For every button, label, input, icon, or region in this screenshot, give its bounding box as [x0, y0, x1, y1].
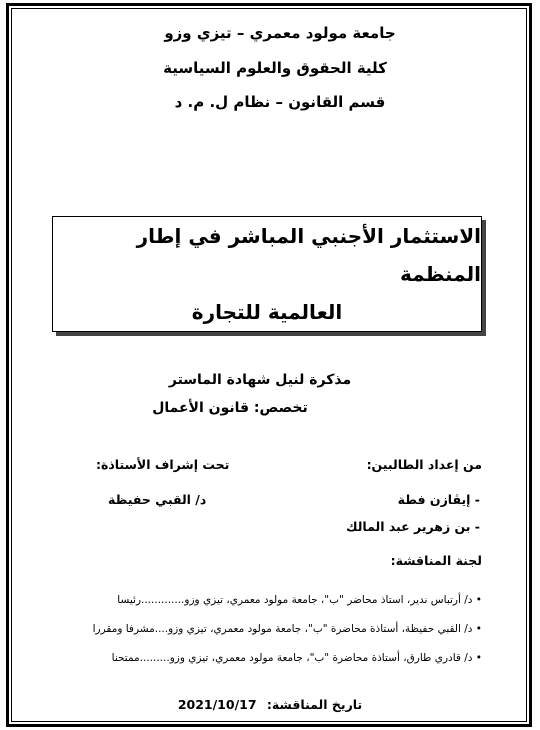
thesis-title-box	[52, 216, 482, 332]
page-border-inner	[11, 8, 527, 722]
students-label: من إعداد الطالبين:	[366, 457, 482, 472]
supervisor-label: تحت إشراف الأستاذة:	[96, 457, 230, 472]
thesis-title-line-1: الاستثمار الأجنبي المباشر في إطار المنظمة	[136, 224, 481, 286]
jury-member-1: • د/ أرتباس ندير، استاذ محاضر "ب"، جامعة مولود معمري، تيزي وزو.............رئيسا	[117, 594, 482, 606]
faculty-name: كلية الحقوق والعلوم السياسية	[163, 59, 387, 77]
jury-member-2: • د/ القبي حفيظة، أستاذة محاضرة "ب"، جامعة مولود معمري، تيزي وزو....مشرفا ومقررا	[92, 623, 482, 635]
degree-statement: مذكرة لنيل شهادة الماستر	[168, 372, 352, 388]
department-name: قسم القانون – نظام ل. م. د	[174, 93, 386, 111]
student-name-2: - بن زهرير عبد المالك	[346, 519, 480, 534]
university-name: جامعة مولود معمري – تيزي وزو	[164, 24, 396, 42]
defense-date-label: تاريخ المناقشة:	[266, 697, 363, 712]
supervisor-name: د/ القبي حفيظة	[108, 492, 207, 507]
thesis-title-line-2: العالمية للتجارة	[191, 300, 343, 324]
student-name-1: - إيڤازن فطة	[397, 492, 480, 507]
jury-member-3: • د/ قادري طارق، أستاذة محاضرة "ب"، جامعة مولود معمري، تيزي وزو.........ممتحنا	[111, 652, 482, 664]
specialization: تخصص: قانون الأعمال	[152, 400, 308, 416]
defense-date: 2021/10/17	[177, 697, 257, 712]
jury-label: لجنة المناقشة:	[390, 553, 482, 568]
defense-date-row	[0, 697, 540, 712]
